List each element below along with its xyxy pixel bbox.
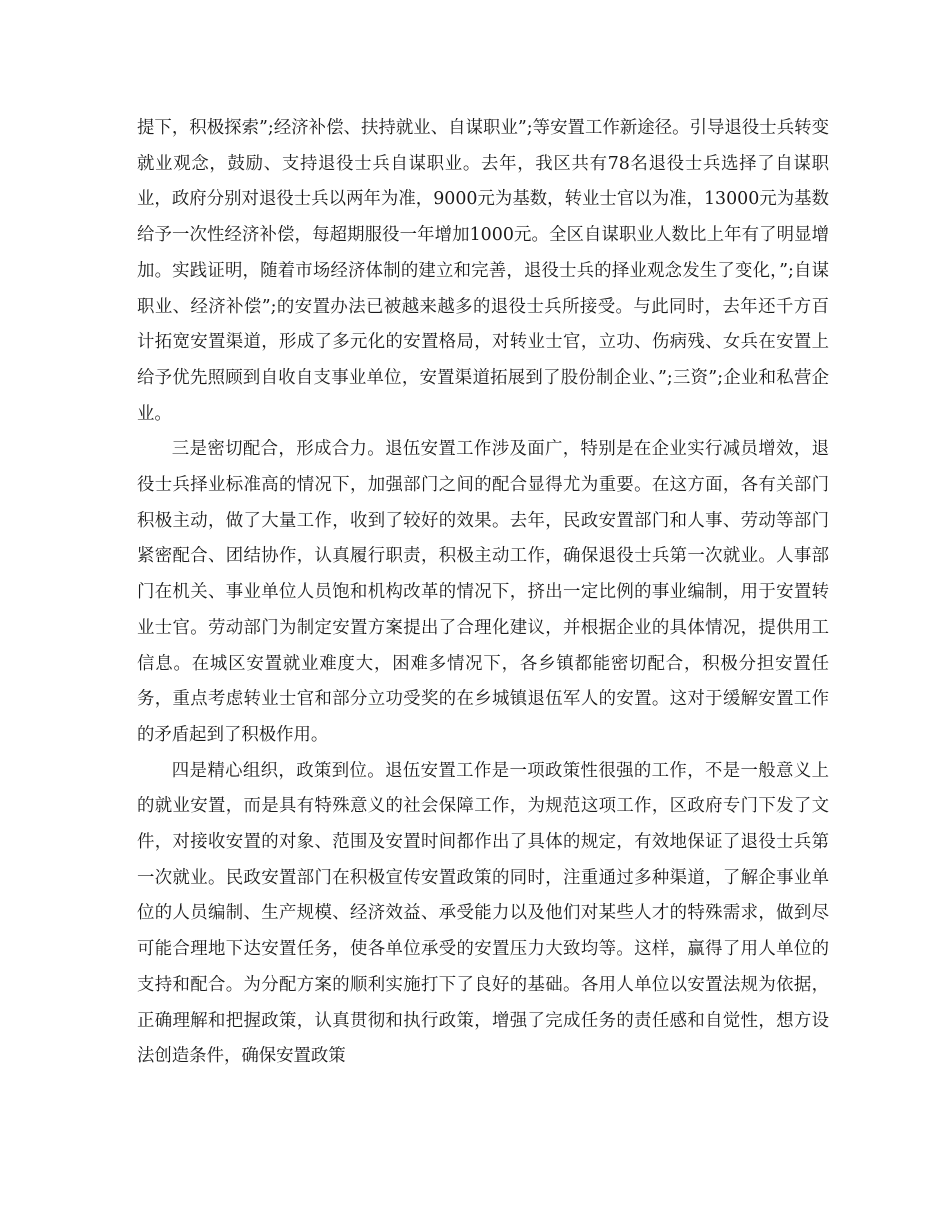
paragraph-continuation: 提下，积极探索”;经济补偿、扶持就业、自谋职业”;等安置工作新途径。引导退役士兵转变就业观念，鼓励、支持退役士兵自谋职业。去年，我区共有78名退役士兵选择了自谋职业，政府分别对退役士兵以两年为准，9000元为基数，转业士官以为准，13000元为基数给予一次性经济补偿，每超期服役一年增加1000元。全区自谋职业人数比上年有了明显增加。实践证明，随着市场经济体制的建立和完善，退役士兵的择业观念发生了变化，”;自谋职业、经济补偿”;的安置办法已被越来越多的退役士兵所接受。与此同时，去年还千方百计拓宽安置渠道，形成了多元化的安置格局，对转业士官，立功、伤病残、女兵在安置上给予优先照顾到自收自支事业单位，安置渠道拓展到了股份制企业、”;三资”;企业和私营企业。: [137, 118, 829, 424]
body-text: [137, 111, 829, 1075]
paragraph-point-three: 三是密切配合，形成合力。退伍安置工作涉及面广，特别是在企业实行减员增效，退役士兵择业标准高的情况下，加强部门之间的配合显得尤为重要。在这方面，各有关部门积极主动，做了大量工作，收到了较好的效果。去年，民政安置部门和人事、劳动等部门紧密配合、团结协作，认真履行职责，积极主动工作，确保退役士兵第一次就业。人事部门在机关、事业单位人员饱和机构改革的情况下，挤出一定比例的事业编制，用于安置转业士官。劳动部门为制定安置方案提出了合理化建议，并根据企业的具体情况，提供用工信息。在城区安置就业难度大，困难多情况下，各乡镇都能密切配合，积极分担安置任务，重点考虑转业士官和部分立功受奖的在乡城镇退伍军人的安置。这对于缓解安置工作的矛盾起到了积极作用。: [137, 439, 829, 745]
paragraph-point-four: 四是精心组织，政策到位。退伍安置工作是一项政策性很强的工作，不是一般意义上的就业安置，而是具有特殊意义的社会保障工作，为规范这项工作，区政府专门下发了文件，对接收安置的对象、范围及安置时间都作出了具体的规定，有效地保证了退役士兵第一次就业。民政安置部门在积极宣传安置政策的同时，注重通过多种渠道，了解企事业单位的人员编制、生产规模、经济效益、承受能力以及他们对某些人才的特殊需求，做到尽可能合理地下达安置任务，使各单位承受的安置压力大致均等。这样，赢得了用人单位的支持和配合。为分配方案的顺利实施打下了良好的基础。各用人单位以安置法规为依据，正确理解和把握政策，认真贯彻和执行政策，增强了完成任务的责任感和自觉性，想方设法创造条件，确保安置政策: [137, 760, 829, 1067]
